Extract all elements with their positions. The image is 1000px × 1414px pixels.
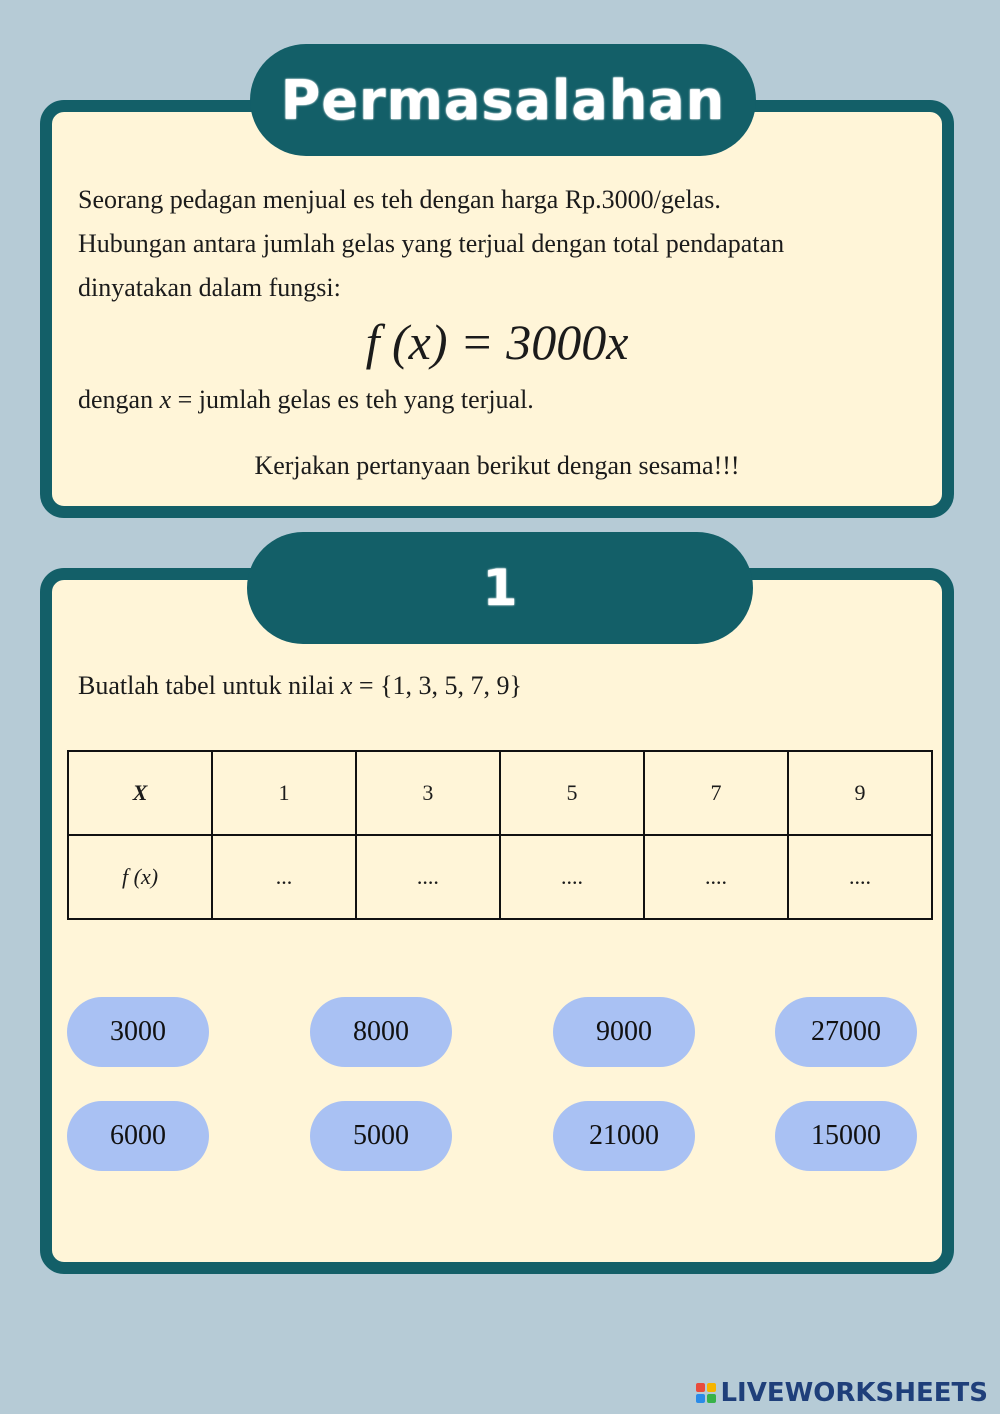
- problem-line-2: Hubungan antara jumlah gelas yang terjual dengan total pendapatan: [78, 229, 785, 258]
- table-row-fx: [68, 835, 932, 919]
- note-rest: = jumlah gelas es teh yang terjual.: [177, 385, 534, 414]
- brand-name: LIVEWORKSHEETS: [720, 1378, 988, 1408]
- question-1-card: [40, 568, 954, 1274]
- answer-chip[interactable]: 15000: [775, 1101, 917, 1171]
- answer-drop-slot-9[interactable]: ....: [788, 835, 932, 919]
- answer-chip[interactable]: 6000: [67, 1101, 209, 1171]
- prompt-set: = {1, 3, 5, 7, 9}: [358, 671, 523, 700]
- table-cell-x3: 3: [356, 751, 500, 835]
- problem-line-1: Seorang pedagan menjual es teh dengan harga Rp.3000/gelas.: [78, 185, 721, 214]
- problem-header: Permasalahan: [250, 44, 756, 156]
- note-prefix: dengan: [78, 385, 154, 414]
- answer-chip[interactable]: 21000: [553, 1101, 695, 1171]
- table-header-x: X: [68, 751, 212, 835]
- table-cell-x7: 7: [644, 751, 788, 835]
- table-cell-x5: 5: [500, 751, 644, 835]
- function-formula: f (x) = 3000x: [365, 314, 629, 370]
- problem-card: [40, 100, 954, 518]
- liveworksheets-logo-icon: [696, 1383, 716, 1403]
- answer-chip[interactable]: 5000: [310, 1101, 452, 1171]
- answer-chip[interactable]: 27000: [775, 997, 917, 1067]
- table-cell-x9: 9: [788, 751, 932, 835]
- prompt-variable: x: [340, 671, 353, 700]
- answer-drop-slot-7[interactable]: ....: [644, 835, 788, 919]
- problem-line-3: dinyatakan dalam fungsi:: [78, 273, 341, 302]
- table-header-fx: f (x): [68, 835, 212, 919]
- answer-chip[interactable]: 9000: [553, 997, 695, 1067]
- table-row-x: [68, 751, 932, 835]
- logo-square-red: [696, 1383, 705, 1392]
- variable-note: [78, 378, 922, 422]
- answer-drop-slot-5[interactable]: ....: [500, 835, 644, 919]
- logo-square-green: [707, 1394, 716, 1403]
- liveworksheets-brand[interactable]: [696, 1378, 988, 1408]
- logo-square-yellow: [707, 1383, 716, 1392]
- answer-chip[interactable]: 3000: [67, 997, 209, 1067]
- question-1-prompt: [78, 664, 922, 708]
- note-variable: x: [159, 385, 172, 414]
- instruction-text: Kerjakan pertanyaan berikut dengan sesama!!!: [254, 451, 740, 480]
- answer-chip[interactable]: 8000: [310, 997, 452, 1067]
- value-table: [67, 750, 933, 920]
- table-cell-x1: 1: [212, 751, 356, 835]
- problem-statement: [78, 178, 922, 310]
- question-1-header: 1: [247, 532, 753, 644]
- answer-drop-slot-1[interactable]: ...: [212, 835, 356, 919]
- answer-drop-slot-3[interactable]: ....: [356, 835, 500, 919]
- logo-square-blue: [696, 1394, 705, 1403]
- prompt-text: Buatlah tabel untuk nilai: [78, 671, 335, 700]
